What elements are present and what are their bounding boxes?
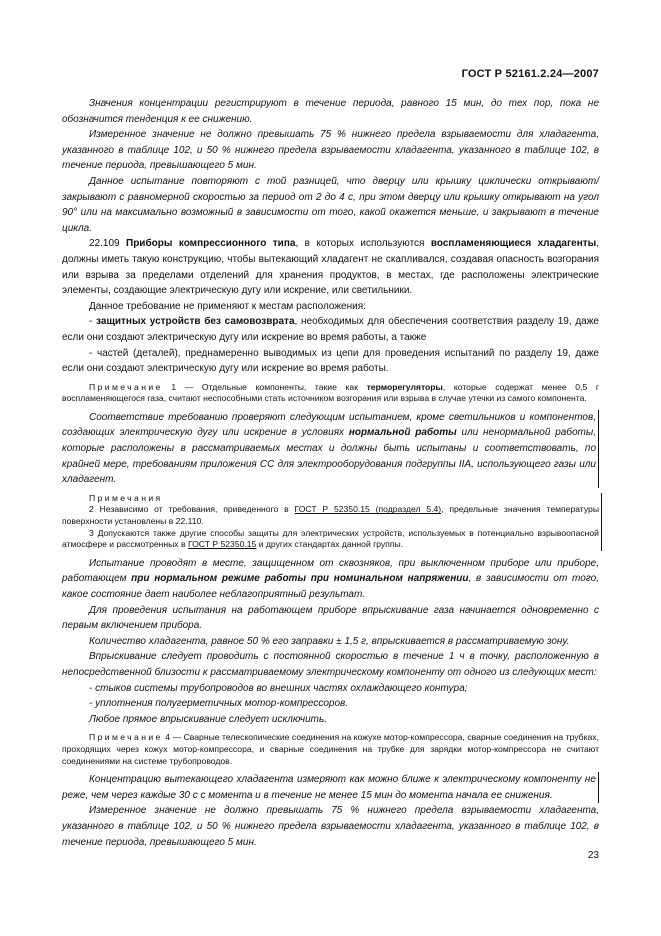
paragraph-repeat-test: Данное испытание повторяют с той разницей, что дверцу или крышку циклически открывают/закрывают с равномерной скоростью за период от 2 до 4 с, при этом дверцу или крышку открывают на угол 90° или на максимально возможный в зависимости от того, какой окажется меньше, и закрывают в течение цикла. (62, 175, 599, 234)
list-item-protective-devices: - защитных устройств без самовозврата, необходимых для обеспечения соответствия разделу 19, даже если они создают электрическую дугу или искрение во время работы, а также (62, 316, 599, 343)
paragraph-leak-measurement: Концентрацию вытекающего хладагента измеряют как можно ближе к электрическому компоненту не реже, чем через каждые 30 с с момента и в течение не менее 15 мин до момента начала ее снижения. (62, 772, 599, 803)
notes-2-3: Примечания 2 Независимо от требования, приведенного в ГОСТ Р 52350.15 (подраздел 5.4), предельные значения температуры поверхности установлены в 22.110. 3 Допускаются также другие способы защиты для электрических устройств, используемых в потенциально взрывоопасной атмосфере и рассмотренных в ГОСТ Р 52350.15 и других стандартах данной группы. (62, 493, 602, 551)
paragraph-test-location: Испытание проводят в месте, защищенном от сквозняков, при выключенном приборе или приборе, работающем при нормальном режиме работы при номинальном напряжении, в зависимости от того, какое состояние дает наиболее неблагоприятный результат. (62, 557, 599, 600)
paragraph-gas-injection: Для проведения испытания на работающем приборе впрыскивание газа начинается одновременно с первым включением прибора. (62, 604, 599, 632)
paragraph-compliance-check: Соответствие требованию проверяют следующим испытанием, кроме светильников и компонентов, создающих электрическую дугу или искрение в условиях нормальной работы или ненормальной работы, которые расположены в рассматриваемых местах и должны быть испытаны и соответствовать, по крайней мере, требованиям приложения СС для электрооборудования подгруппы IIA, использующего газы или хладагент. (62, 410, 599, 488)
document-body (62, 96, 599, 850)
paragraph-injection-rate: Впрыскивание следует проводить с постоянной скоростью в течение 1 ч в точку, расположенную в непосредственной близости к рассматриваемому электрическому компоненту от одного из следующих мест: (62, 651, 599, 678)
paragraph-exclusions-intro: Данное требование не применяют к местам расположения: (89, 300, 366, 312)
gost-reference-link: ГОСТ Р 52350.15 (подраздел 5.4) (294, 504, 442, 515)
paragraph-measured-value: Измеренное значение не должно превышать 75 % нижнего предела взрываемости для хладагента, указанного в таблице 102, и 50 % нижнего предела взрываемости хладагента, указанного в таблице 102, в течение периода, превышающего 5 мин. (62, 129, 599, 172)
list-item-pipe-joints: - стыков системы трубопроводов во внешних частях охлаждающего контура; (89, 682, 468, 694)
paragraph-concentration: Значения концентрации регистрируют в течение периода, равного 15 мин, до тех пор, пока не обозначится тенденция к ее снижению. (62, 98, 599, 125)
list-item-parts: - частей (деталей), преднамеренно выводимых из цепи для проведения испытаний по разделу 19, даже если они создают электрическую дугу или искрение во время работы. (62, 347, 599, 375)
list-item-seals: - уплотнения полугерметичных мотор-компрессоров. (89, 698, 349, 710)
paragraph-direct-injection: Любое прямое впрыскивание следует исключить. (89, 713, 328, 725)
note-1: Примечание 1 — Отдельные компоненты, такие как терморегуляторы, которые содержат менее 0,5 г воспламеняющегося газа, считают неспособными стать источником возгорания или взрыва в случае утечки из самого компонента. (62, 381, 599, 404)
clause-22-109: 22.109 Приборы компрессионного типа, в которых используются воспламеняющиеся хладагенты, должны иметь такую конструкцию, чтобы вытекающий хладагент не скапливался, создавая опасность возгорания или взрыва за пределами отделений для хранения продуктов, в местах, где расположены электрические элементы, создающие электрическую дугу или искрение, или светильники. (62, 238, 599, 297)
paragraph-measured-value-final: Измеренное значение не должно превышать 75 % нижнего предела взрываемости хладагента, указанного в таблице 102, и 50 % нижнего предела взрываемости хладагента, указанного в таблице 102, в течение периода, превышающего 5 мин. (62, 805, 599, 848)
note-4: Примечание 4 — Сварные телескопические соединения на кожухе мотор-компрессора, сварные соединения на трубках, проходящих через кожух мотор-компрессора, и сварные соединения на трубке для зарядки мотор-компрессора не считают соединениями на системе трубопроводов. (62, 732, 599, 766)
paragraph-refrigerant-amount: Количество хладагента, равное 50 % его заправки ± 1,5 г, впрыскивается в рассматриваемую зону. (89, 635, 570, 647)
page-number: 23 (587, 850, 599, 861)
gost-reference-link: ГОСТ Р 52350.15 (187, 539, 257, 550)
standard-code-header: ГОСТ Р 52161.2.24—2007 (461, 68, 599, 80)
